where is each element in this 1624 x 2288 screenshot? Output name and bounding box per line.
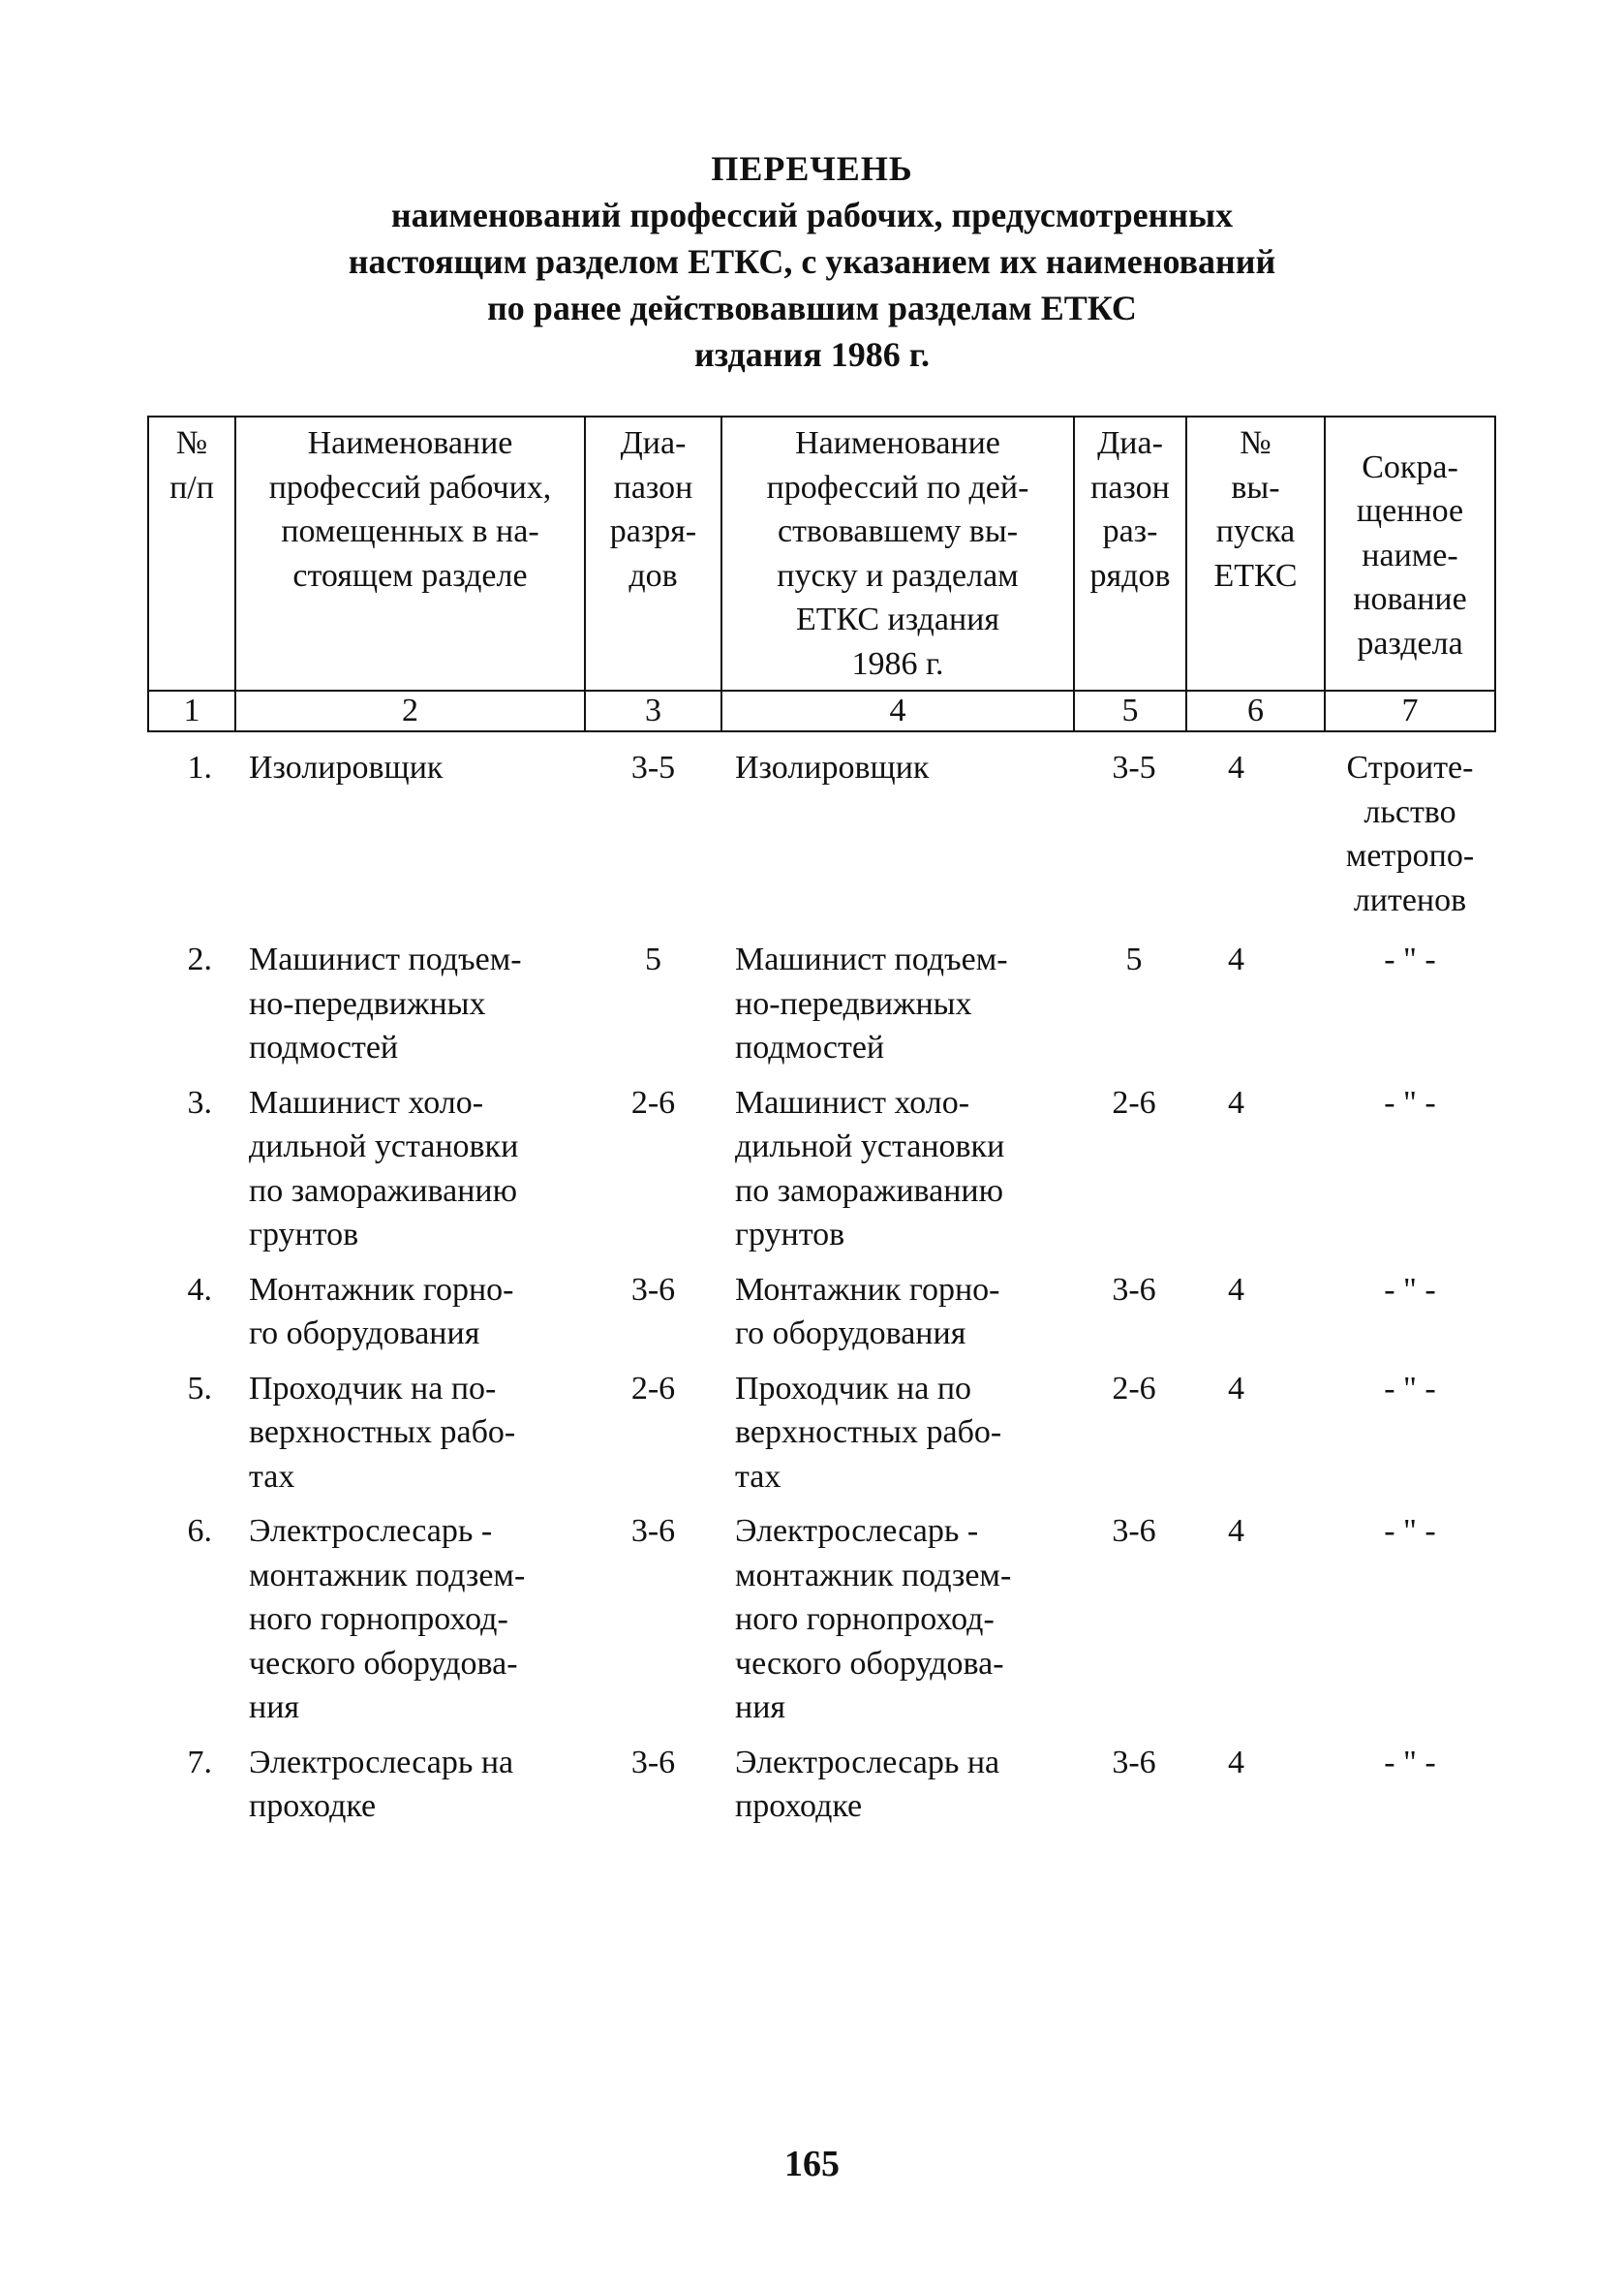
column-number: 1 [148, 691, 235, 731]
old-profession-name: Монтажник горно- го оборудования [735, 1271, 1000, 1351]
grade-range: 5 [645, 942, 661, 977]
old-grade-range: 2-6 [1112, 1370, 1156, 1407]
section-abbreviation: - " - [1384, 1744, 1436, 1780]
header-number: № п/п [148, 417, 235, 691]
old-grade-range: 3-6 [1112, 1513, 1156, 1549]
table-row [148, 1509, 1495, 1741]
issue-number: 4 [1228, 1744, 1244, 1780]
header-old-profession-name: Наименование профессий по дей- ствовавшему вы- пуску и разделам ЕТКС издания 1986 г. [721, 417, 1074, 691]
old-grade-range: 3-5 [1112, 750, 1156, 786]
section-abbreviation: - " - [1384, 1271, 1436, 1308]
document-title: ПЕРЕЧЕНЬ [711, 149, 913, 188]
row-number: 1. [187, 750, 212, 786]
row-number: 5. [187, 1370, 212, 1407]
grade-range: 3-6 [630, 1744, 676, 1780]
column-number: 3 [585, 691, 721, 731]
header-issue-number: № вы- пуска ЕТКС [1186, 417, 1325, 691]
old-grade-range: 5 [1125, 942, 1143, 977]
issue-number: 4 [1228, 1513, 1244, 1549]
profession-name: Монтажник горно- го оборудования [249, 1271, 514, 1351]
header-grade-range: Диа- пазон разря- дов [585, 417, 721, 691]
old-grade-range: 3-6 [1112, 1271, 1156, 1308]
old-grade-range: 3-6 [1112, 1744, 1156, 1780]
row-number: 3. [187, 1084, 212, 1121]
heading-line-4: издания 1986 г. [693, 335, 931, 374]
grade-range: 2-6 [630, 1084, 676, 1121]
column-number: 7 [1325, 691, 1495, 731]
issue-number: 4 [1228, 750, 1244, 786]
column-number: 5 [1074, 691, 1186, 731]
column-number-row [148, 691, 1495, 731]
section-abbreviation: - " - [1384, 1084, 1436, 1121]
row-number: 6. [187, 1513, 212, 1549]
old-profession-name: Электрослесарь на проходке [735, 1744, 1000, 1824]
table-row [148, 1741, 1495, 1840]
header-old-grade-range: Диа- пазон раз- рядов [1074, 417, 1186, 691]
grade-range: 3-6 [630, 1271, 676, 1308]
section-abbreviation: - " - [1384, 1370, 1436, 1407]
old-grade-range: 2-6 [1112, 1084, 1156, 1121]
row-number: 7. [187, 1744, 212, 1780]
column-number: 2 [235, 691, 585, 731]
issue-number: 4 [1228, 1370, 1244, 1407]
profession-name: Изолировщик [249, 750, 444, 786]
heading-line-2: настоящим разделом ЕТКС, с указанием их наименований [348, 242, 1276, 281]
row-number: 4. [187, 1271, 212, 1308]
profession-name: Машинист холо- дильной установки по замораживанию грунтов [249, 1084, 519, 1252]
table-header-row [148, 417, 1495, 691]
page-number: 165 [784, 2144, 840, 2184]
professions-table [147, 416, 1496, 1840]
grade-range: 2-6 [630, 1370, 676, 1407]
heading-line-3: по ранее действовавшим разделам ЕТКС [487, 289, 1137, 327]
profession-name: Проходчик на по- верхностных рабо- тах [249, 1370, 516, 1495]
grade-range: 3-6 [630, 1513, 676, 1549]
profession-name: Электрослесарь на проходке [249, 1744, 514, 1824]
old-profession-name: Электрослесарь - монтажник подзем- ного горнопроход- ческого оборудова- ния [735, 1513, 1012, 1725]
table-row [148, 1268, 1495, 1367]
heading-line-1: наименований профессий рабочих, предусмотренных [390, 196, 1234, 234]
row-number: 2. [187, 942, 212, 977]
old-profession-name: Машинист подъем- но-передвижных подмостей [735, 942, 1008, 1066]
document-heading [0, 145, 1624, 378]
section-abbreviation: Строите- льство метропо- литенов [1345, 750, 1475, 918]
old-profession-name: Машинист холо- дильной установки по замораживанию грунтов [735, 1084, 1005, 1252]
table-row [148, 938, 1495, 1081]
section-abbreviation: - " - [1384, 1513, 1436, 1549]
header-profession-name: Наименование профессий рабочих, помещенных в на- стоящем разделе [235, 417, 585, 691]
old-profession-name: Проходчик на по верхностных рабо- тах [735, 1370, 1002, 1495]
issue-number: 4 [1228, 942, 1244, 977]
column-number: 4 [721, 691, 1074, 731]
profession-name: Машинист подъем- но-передвижных подмостей [249, 942, 522, 1066]
table-row [148, 731, 1495, 938]
issue-number: 4 [1228, 1271, 1244, 1308]
table-row [148, 1367, 1495, 1510]
grade-range: 3-5 [630, 750, 676, 786]
header-section-abbreviation: Сокра- щенное наиме- нование раздела [1325, 417, 1495, 691]
profession-name: Электрослесарь - монтажник подзем- ного горнопроход- ческого оборудова- ния [249, 1513, 526, 1725]
section-abbreviation: - " - [1384, 942, 1436, 977]
column-number: 6 [1186, 691, 1325, 731]
table-row [148, 1081, 1495, 1268]
issue-number: 4 [1228, 1084, 1244, 1121]
old-profession-name: Изолировщик [735, 750, 930, 786]
